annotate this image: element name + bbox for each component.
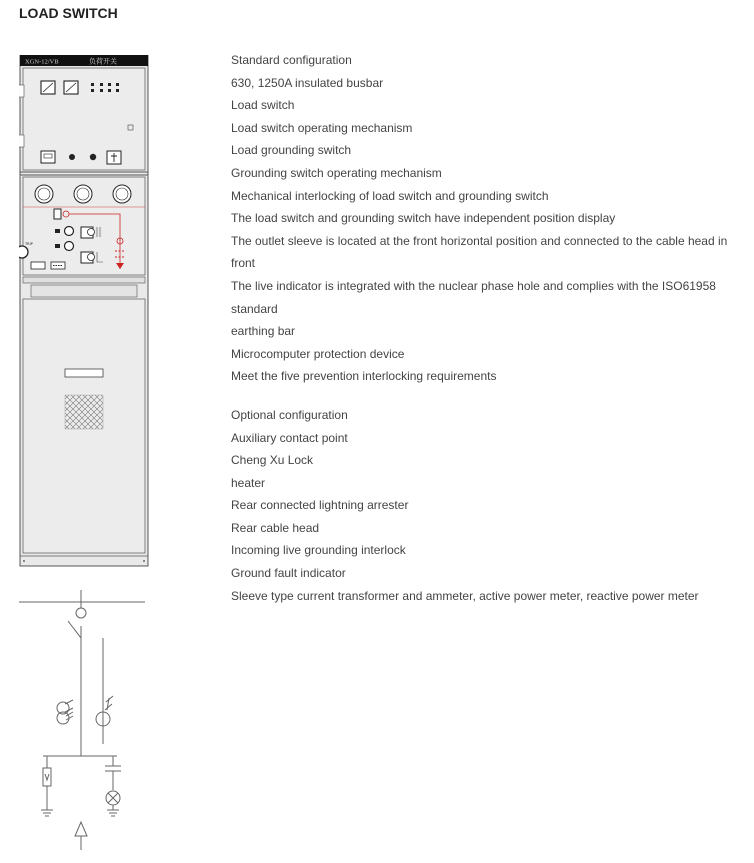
list-item: Cheng Xu Lock xyxy=(231,453,314,468)
list-item: The live indicator is integrated with the nuclear phase hole and complies with the ISO61958 standard xyxy=(231,278,716,316)
list-item: earthing bar xyxy=(231,324,296,339)
list-item: Ground fault indicator xyxy=(231,566,346,581)
cabinet-name-label: 负荷开关 xyxy=(89,57,117,66)
specifications-list xyxy=(231,49,741,607)
list-item: heater xyxy=(231,475,266,490)
list-item: Sleeve type current transformer and ammeter, active power meter, reactive power meter xyxy=(231,588,699,603)
list-item: Load switch xyxy=(231,98,295,113)
list-item: The outlet sleeve is located at the front horizontal position and connected to the cable head in front xyxy=(231,233,728,271)
list-item: The load switch and grounding switch have independent position display xyxy=(231,211,616,226)
standard-config-heading: Standard configuration xyxy=(231,53,352,67)
list-item: Auxiliary contact point xyxy=(231,430,348,445)
cabinet-front-drawing xyxy=(19,55,149,567)
list-item: Load grounding switch xyxy=(231,143,352,158)
list-item: 630, 1250A insulated busbar xyxy=(231,75,384,90)
single-line-diagram xyxy=(19,588,149,850)
list-item: Rear cable head xyxy=(231,520,320,535)
list-item: Microcomputer protection device xyxy=(231,346,405,361)
list-item: Rear connected lightning arrester xyxy=(231,498,409,513)
list-item: Mechanical interlocking of load switch and grounding switch xyxy=(231,188,549,203)
svg-text:TRIP: TRIP xyxy=(25,242,33,246)
optional-config-heading: Optional configuration xyxy=(231,407,348,422)
list-item: Grounding switch operating mechanism xyxy=(231,165,442,180)
list-item: Load switch operating mechanism xyxy=(231,120,413,135)
list-item: Incoming live grounding interlock xyxy=(231,543,406,558)
page-title: LOAD SWITCH xyxy=(19,5,118,21)
list-item: Meet the five prevention interlocking requirements xyxy=(231,369,497,384)
cabinet-model-label: XGN-12/VB xyxy=(25,58,59,66)
